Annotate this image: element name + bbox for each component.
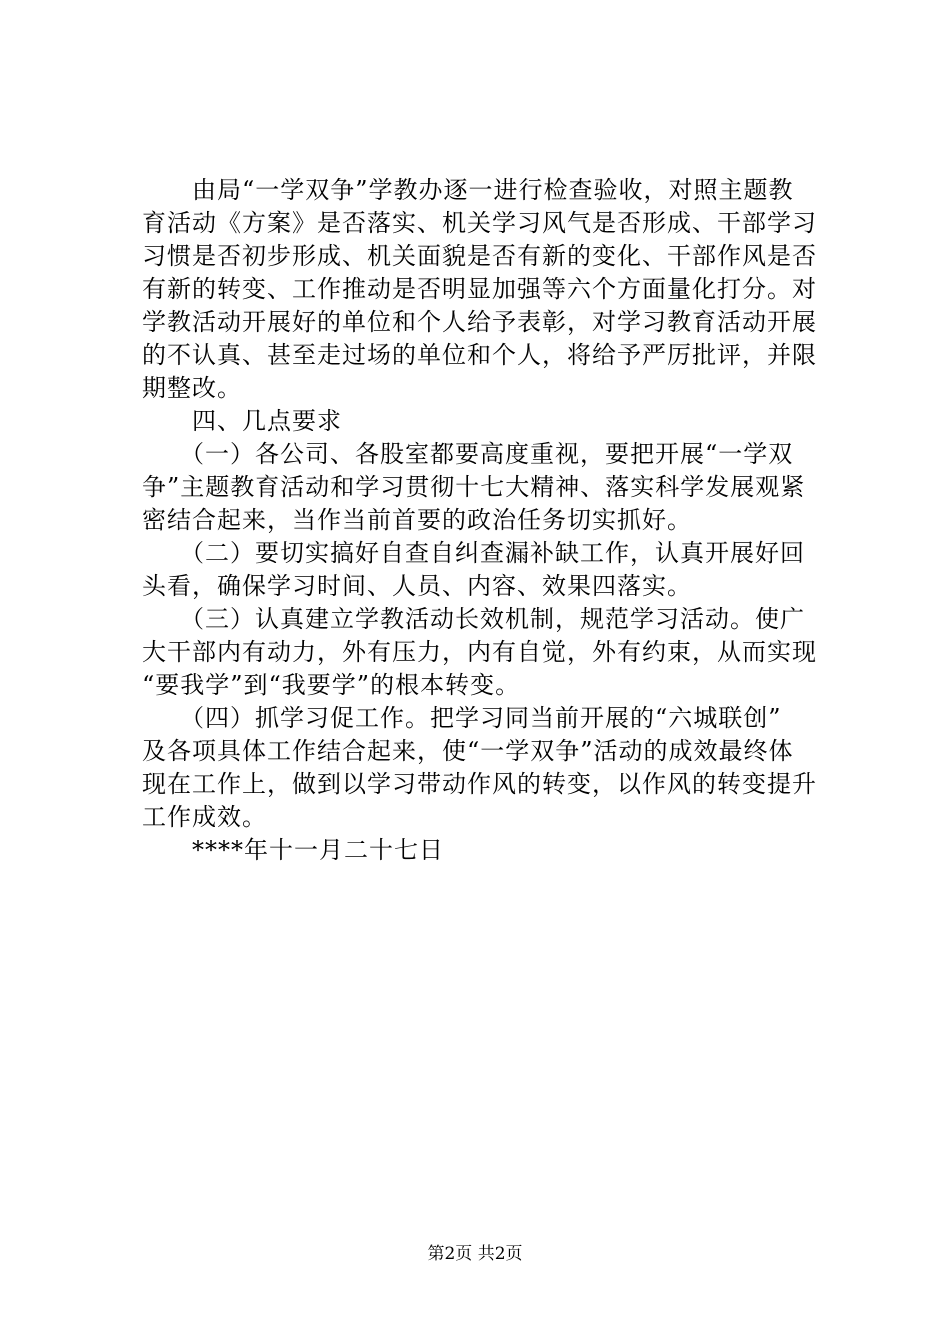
paragraph-line: 头看，确保学习时间、人员、内容、效果四落实。: [142, 572, 692, 600]
paragraph-line: “要我学”到“我要学”的根本转变。: [142, 671, 521, 699]
paragraph-line: 密结合起来，当作当前首要的政治任务切实抓好。: [142, 506, 692, 534]
paragraph-line: 大干部内有动力，外有压力，内有自觉，外有约束，从而实现: [142, 638, 817, 666]
page-number-footer: 第2页 共2页: [427, 1244, 523, 1264]
paragraph-line: （一）各公司、各股室都要高度重视，要把开展“一学双: [142, 440, 794, 468]
paragraph-line: 现在工作上，做到以学习带动作风的转变，以作风的转变提升: [142, 770, 817, 798]
paragraph-line: （四）抓学习促工作。把学习同当前开展的“六城联创”: [142, 704, 782, 732]
paragraph-line: 工作成效。: [142, 803, 267, 831]
paragraph-line: 由局“一学双争”学教办逐一进行检查验收，对照主题教: [142, 176, 794, 204]
document-date: ****年十一月二十七日: [142, 836, 444, 864]
paragraph-line: （三）认真建立学教活动长效机制，规范学习活动。使广: [142, 605, 805, 633]
paragraph-line: 及各项具体工作结合起来，使“一学双争”活动的成效最终体: [142, 737, 794, 765]
paragraph-line: 育活动《方案》是否落实、机关学习风气是否形成、干部学习: [142, 209, 817, 237]
paragraph-line: 有新的转变、工作推动是否明显加强等六个方面量化打分。对: [142, 275, 817, 303]
document-body: [142, 174, 817, 867]
paragraph-line: （二）要切实搞好自查自纠查漏补缺工作，认真开展好回: [142, 539, 805, 567]
paragraph-line: 习惯是否初步形成、机关面貌是否有新的变化、干部作风是否: [142, 242, 817, 270]
paragraph-line: 学教活动开展好的单位和个人给予表彰，对学习教育活动开展: [142, 308, 817, 336]
paragraph-line: 的不认真、甚至走过场的单位和个人，将给予严厉批评，并限: [142, 341, 817, 369]
paragraph-line: 期整改。: [142, 374, 242, 402]
paragraph-line: 争”主题教育活动和学习贯彻十七大精神、落实科学发展观紧: [142, 473, 806, 501]
section-heading: 四、几点要求: [142, 407, 342, 435]
